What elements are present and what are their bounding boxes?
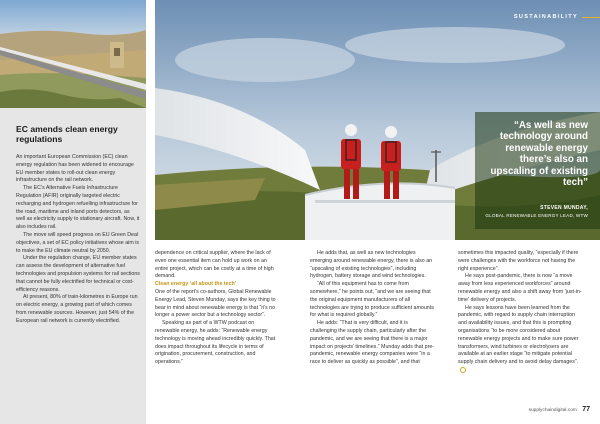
article-paragraph-text: He says lessons have been learned from the pandemic, with regard to supply chain interruption and availability issues, and that this is prompting organisations “to be more considered about renewable energy projects and to make sure power transformers, wind turbines or electrolysers are available at an earlier stage “to mitigate potential supply chain delivery and to avoid delay damages”. [458,304,579,366]
sidebar-paragraph: The move will speed progress on EU Green Deal objectives, a set of EC policy initiatives whose aim is to make the EU climate neutral by 2050. [16,231,140,254]
section-label: SUSTAINABILITY [513,14,578,20]
sidebar-paragraph: The EC’s Alternative Fuels Infrastructure Regulation (AFIR) originally targeted electric recharging and hydrogen refuelling infrastructure for the road, maritime and inland ports detectors, as well as electricity supply to stationary aircraft. Now, it also includes rail. [16,185,140,231]
article-paragraph: “All of this equipment has to come from somewhere,” he points out, “and we are seeing that the original equipment manufacturers of all technologies are trying to produce sufficient amounts for what is required globally.” [310,281,434,319]
footer-site: supplychaindigital.com [528,408,577,413]
hero-image [155,0,600,240]
article-column-1 [155,250,280,367]
article-subhead: Clean energy ‘all about the tech’ [155,281,237,288]
sidebar-paragraph: Under the regulation change, EU member states can assess the development of alternative fuel technologies and propulsion systems for rail sections that cannot be fully electrified for technical or cost-efficiency reasons. [16,255,140,293]
article-paragraph: He adds that, as well as new technologies emerging around renewable energy, there is also an “upscaling of existing technologies”, including hydrogen, battery storage and wind technologies. [310,250,433,280]
article-paragraph: He says post-pandemic, there is now “a move away from less experienced workforces” around renewable energy and also a shift away from ‘just-in-time’ delivery of projects. [458,273,582,303]
article-column-2 [310,250,435,367]
pull-quote-role: GLOBAL RENEWABLE ENERGY LEAD, WTW [485,213,588,218]
article-paragraph: dependence on critical supplier, where the lack of even one essential item can hold up work on an entire project, which can be costly at a time of high demand. [155,250,274,280]
page-number: 77 [582,406,590,413]
sidebar-paragraph: At present, 80% of train-kilometres in Europe run on electric energy, a growing part of which comes from renewable sources. However, just 54% of the European rail network is currently electrified. [16,294,138,324]
article-column-3 [458,250,583,375]
page-footer [529,406,590,413]
article-paragraph: sometimes this impacted quality, “especially if there were challenges with the workforce not having the right experience”. [458,250,579,272]
pull-quote [475,112,600,229]
article-paragraph: Speaking as part of a WTW podcast on renewable energy, he adds: “Renewable energy technology is moving ahead incredibly quickly. That does impact throughout its lifecycle in terms of origination, procurement, construction, and operations.” [155,320,276,366]
sidebar-paragraph: An important European Commission (EC) clean energy regulation has been widened to encourage EU member states to roll-out clean energy infrastructure on the rail network. [16,154,134,184]
end-of-article-icon [460,367,466,373]
sidebar-panel [0,0,146,424]
sidebar-body [16,154,140,326]
article-paragraph: One of the report’s co-authors, Global Renewable Energy Lead, Steven Munday, says the key thing to bear in mind about renewable energy is that “it’s no longer a power sector but a technology sector”. [155,288,276,319]
pull-quote-text: “As well as new technology around renewable energy there’s also an upscaling of existing tech” [490,120,588,189]
sidebar-title: EC amends clean energy regulations [16,124,118,144]
article-paragraph: He adds: “That is very difficult, and it is challenging the supply chain, particularly after the pandemic, and we are seeing that there is a major impact on projects’ timelines.” Munday adds that pre-pandemic, renewable energy companies were “in a race to deliver as quickly as possible”, and that [310,320,435,366]
section-accent-line [582,17,600,18]
pull-quote-name: STEVEN MUNDAY, [540,205,588,211]
railway-photo [0,0,146,108]
article-paragraph [458,305,583,376]
